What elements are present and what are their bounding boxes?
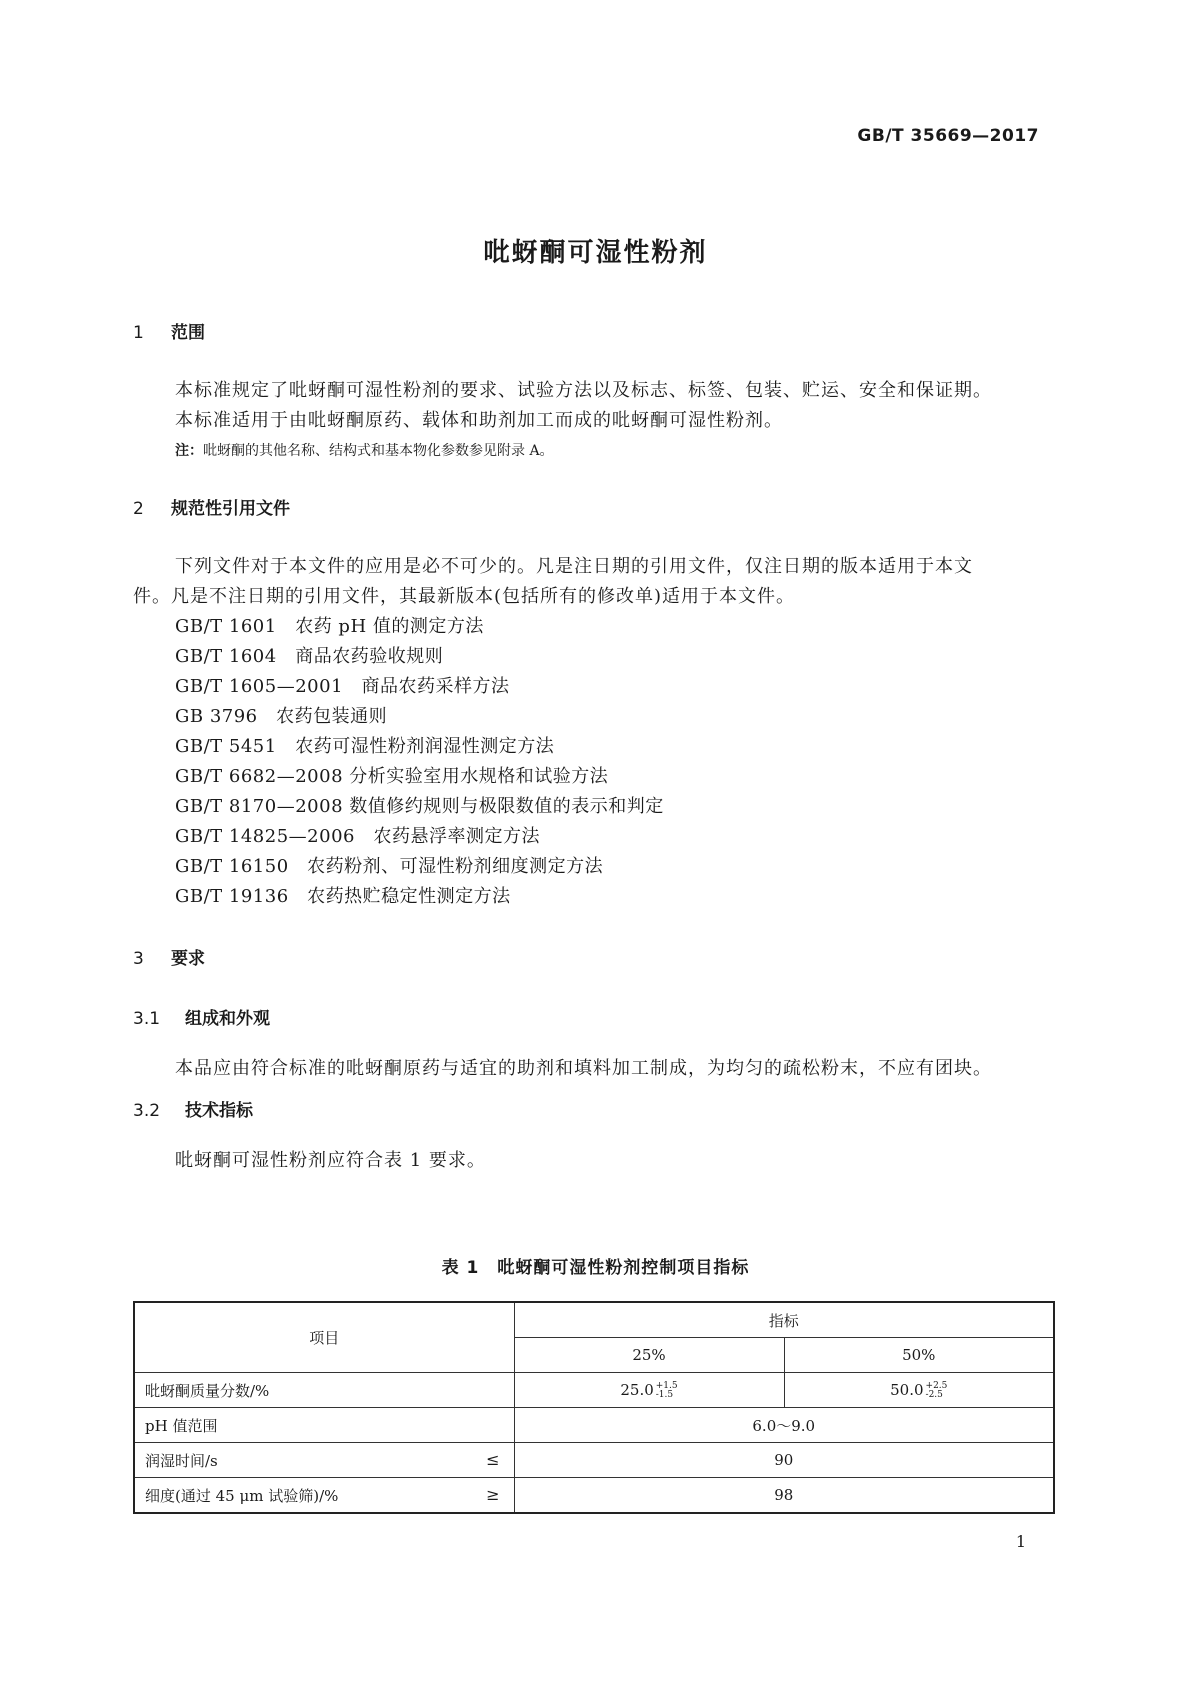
tolerance: [926, 1382, 948, 1400]
row-value: 6.0～9.0: [514, 1408, 1054, 1443]
note-label: 注：: [175, 443, 203, 459]
reference-item: GB/T 6682—2008 分析实验室用水规格和试验方法: [175, 766, 609, 787]
section-2-paragraph-line-2: 件。凡是不注日期的引用文件，其最新版本(包括所有的修改单)适用于本文件。: [133, 586, 796, 607]
section-3-1-heading: [133, 1004, 270, 1029]
section-1-paragraph-2: 本标准适用于由吡蚜酮原药、载体和助剂加工而成的吡蚜酮可湿性粉剂。: [175, 410, 783, 431]
row-value: 98: [514, 1478, 1054, 1514]
relation-symbol: ≥: [486, 1485, 500, 1504]
table-row: [134, 1478, 1054, 1514]
value-main: 50.0: [890, 1380, 924, 1399]
tolerance-lower: -1.5: [655, 1389, 674, 1400]
tolerance: [656, 1382, 678, 1400]
row-label: 细度(通过 45 μm 试验筛)/%: [145, 1486, 339, 1505]
page-number: 1: [1015, 1532, 1026, 1551]
row-label-cell: [134, 1478, 514, 1514]
table-header-row: [134, 1302, 1054, 1338]
tolerance-upper: +2.5: [925, 1380, 948, 1391]
row-label: 润湿时间/s: [145, 1451, 218, 1470]
section-3-2-heading: [133, 1096, 253, 1121]
section-3-2-text: 吡蚜酮可湿性粉剂应符合表 1 要求。: [175, 1150, 486, 1171]
relation-symbol: ≤: [486, 1450, 500, 1469]
row-value: 90: [514, 1443, 1054, 1478]
reference-item: GB/T 19136 农药热贮稳定性测定方法: [175, 886, 511, 907]
section-1-title: 范围: [171, 323, 205, 343]
row-label: 吡蚜酮质量分数/%: [134, 1373, 514, 1408]
reference-item: GB/T 8170—2008 数值修约规则与极限数值的表示和判定: [175, 796, 664, 817]
value-main: 25.0: [620, 1380, 654, 1399]
header-25-percent: 25%: [514, 1338, 784, 1373]
section-3-2-title: 技术指标: [185, 1101, 253, 1121]
section-1-paragraph-1: 本标准规定了吡蚜酮可湿性粉剂的要求、试验方法以及标志、标签、包装、贮运、安全和保证期。: [175, 380, 992, 401]
section-2-number: 2: [133, 499, 144, 519]
section-3-number: 3: [133, 949, 144, 969]
section-2-paragraph-line-1: 下列文件对于本文件的应用是必不可少的。凡是注日期的引用文件，仅注日期的版本适用于本文: [175, 556, 973, 577]
table-row: [134, 1443, 1054, 1478]
reference-item: GB/T 1605—2001 商品农药采样方法: [175, 676, 510, 697]
note-text: 吡蚜酮的其他名称、结构式和基本物化参数参见附录 A。: [203, 443, 554, 459]
section-3-1-title: 组成和外观: [185, 1009, 270, 1029]
section-1-note: [175, 440, 554, 460]
section-3-2-number: 3.2: [133, 1101, 161, 1121]
reference-item: GB/T 1601 农药 pH 值的测定方法: [175, 616, 484, 637]
tolerance-lower: -2.5: [925, 1389, 943, 1400]
section-3-heading: [133, 944, 205, 969]
header-item: 项目: [134, 1302, 514, 1373]
reference-item: GB 3796 农药包装通则: [175, 706, 388, 727]
section-2-title: 规范性引用文件: [171, 499, 290, 519]
reference-item: GB/T 14825—2006 农药悬浮率测定方法: [175, 826, 540, 847]
row-label: pH 值范围: [134, 1408, 514, 1443]
header-index: 指标: [514, 1302, 1054, 1338]
section-2-heading: [133, 494, 290, 519]
reference-item: GB/T 5451 农药可湿性粉剂润湿性测定方法: [175, 736, 555, 757]
table-row: [134, 1373, 1054, 1408]
section-3-1-text: 本品应由符合标准的吡蚜酮原药与适宜的助剂和填料加工制成，为均匀的疏松粉末，不应有团块。: [175, 1058, 992, 1079]
tolerance-upper: +1.5: [655, 1380, 678, 1391]
reference-item: GB/T 16150 农药粉剂、可湿性粉剂细度测定方法: [175, 856, 604, 877]
section-3-title: 要求: [171, 949, 205, 969]
row-label-cell: [134, 1443, 514, 1478]
section-3-1-number: 3.1: [133, 1009, 161, 1029]
table-caption: 表 1 吡蚜酮可湿性粉剂控制项目指标: [441, 1258, 750, 1278]
header-50-percent: 50%: [784, 1338, 1054, 1373]
row-value: [784, 1373, 1054, 1408]
reference-item: GB/T 1604 商品农药验收规则: [175, 646, 444, 667]
section-1-number: 1: [133, 323, 144, 343]
section-1-heading: [133, 318, 205, 343]
standard-number: GB/T 35669—2017: [857, 126, 1039, 146]
document-title: 吡蚜酮可湿性粉剂: [483, 238, 708, 268]
table-row: [134, 1408, 1054, 1443]
spec-table: [133, 1301, 1055, 1514]
row-value: [514, 1373, 784, 1408]
